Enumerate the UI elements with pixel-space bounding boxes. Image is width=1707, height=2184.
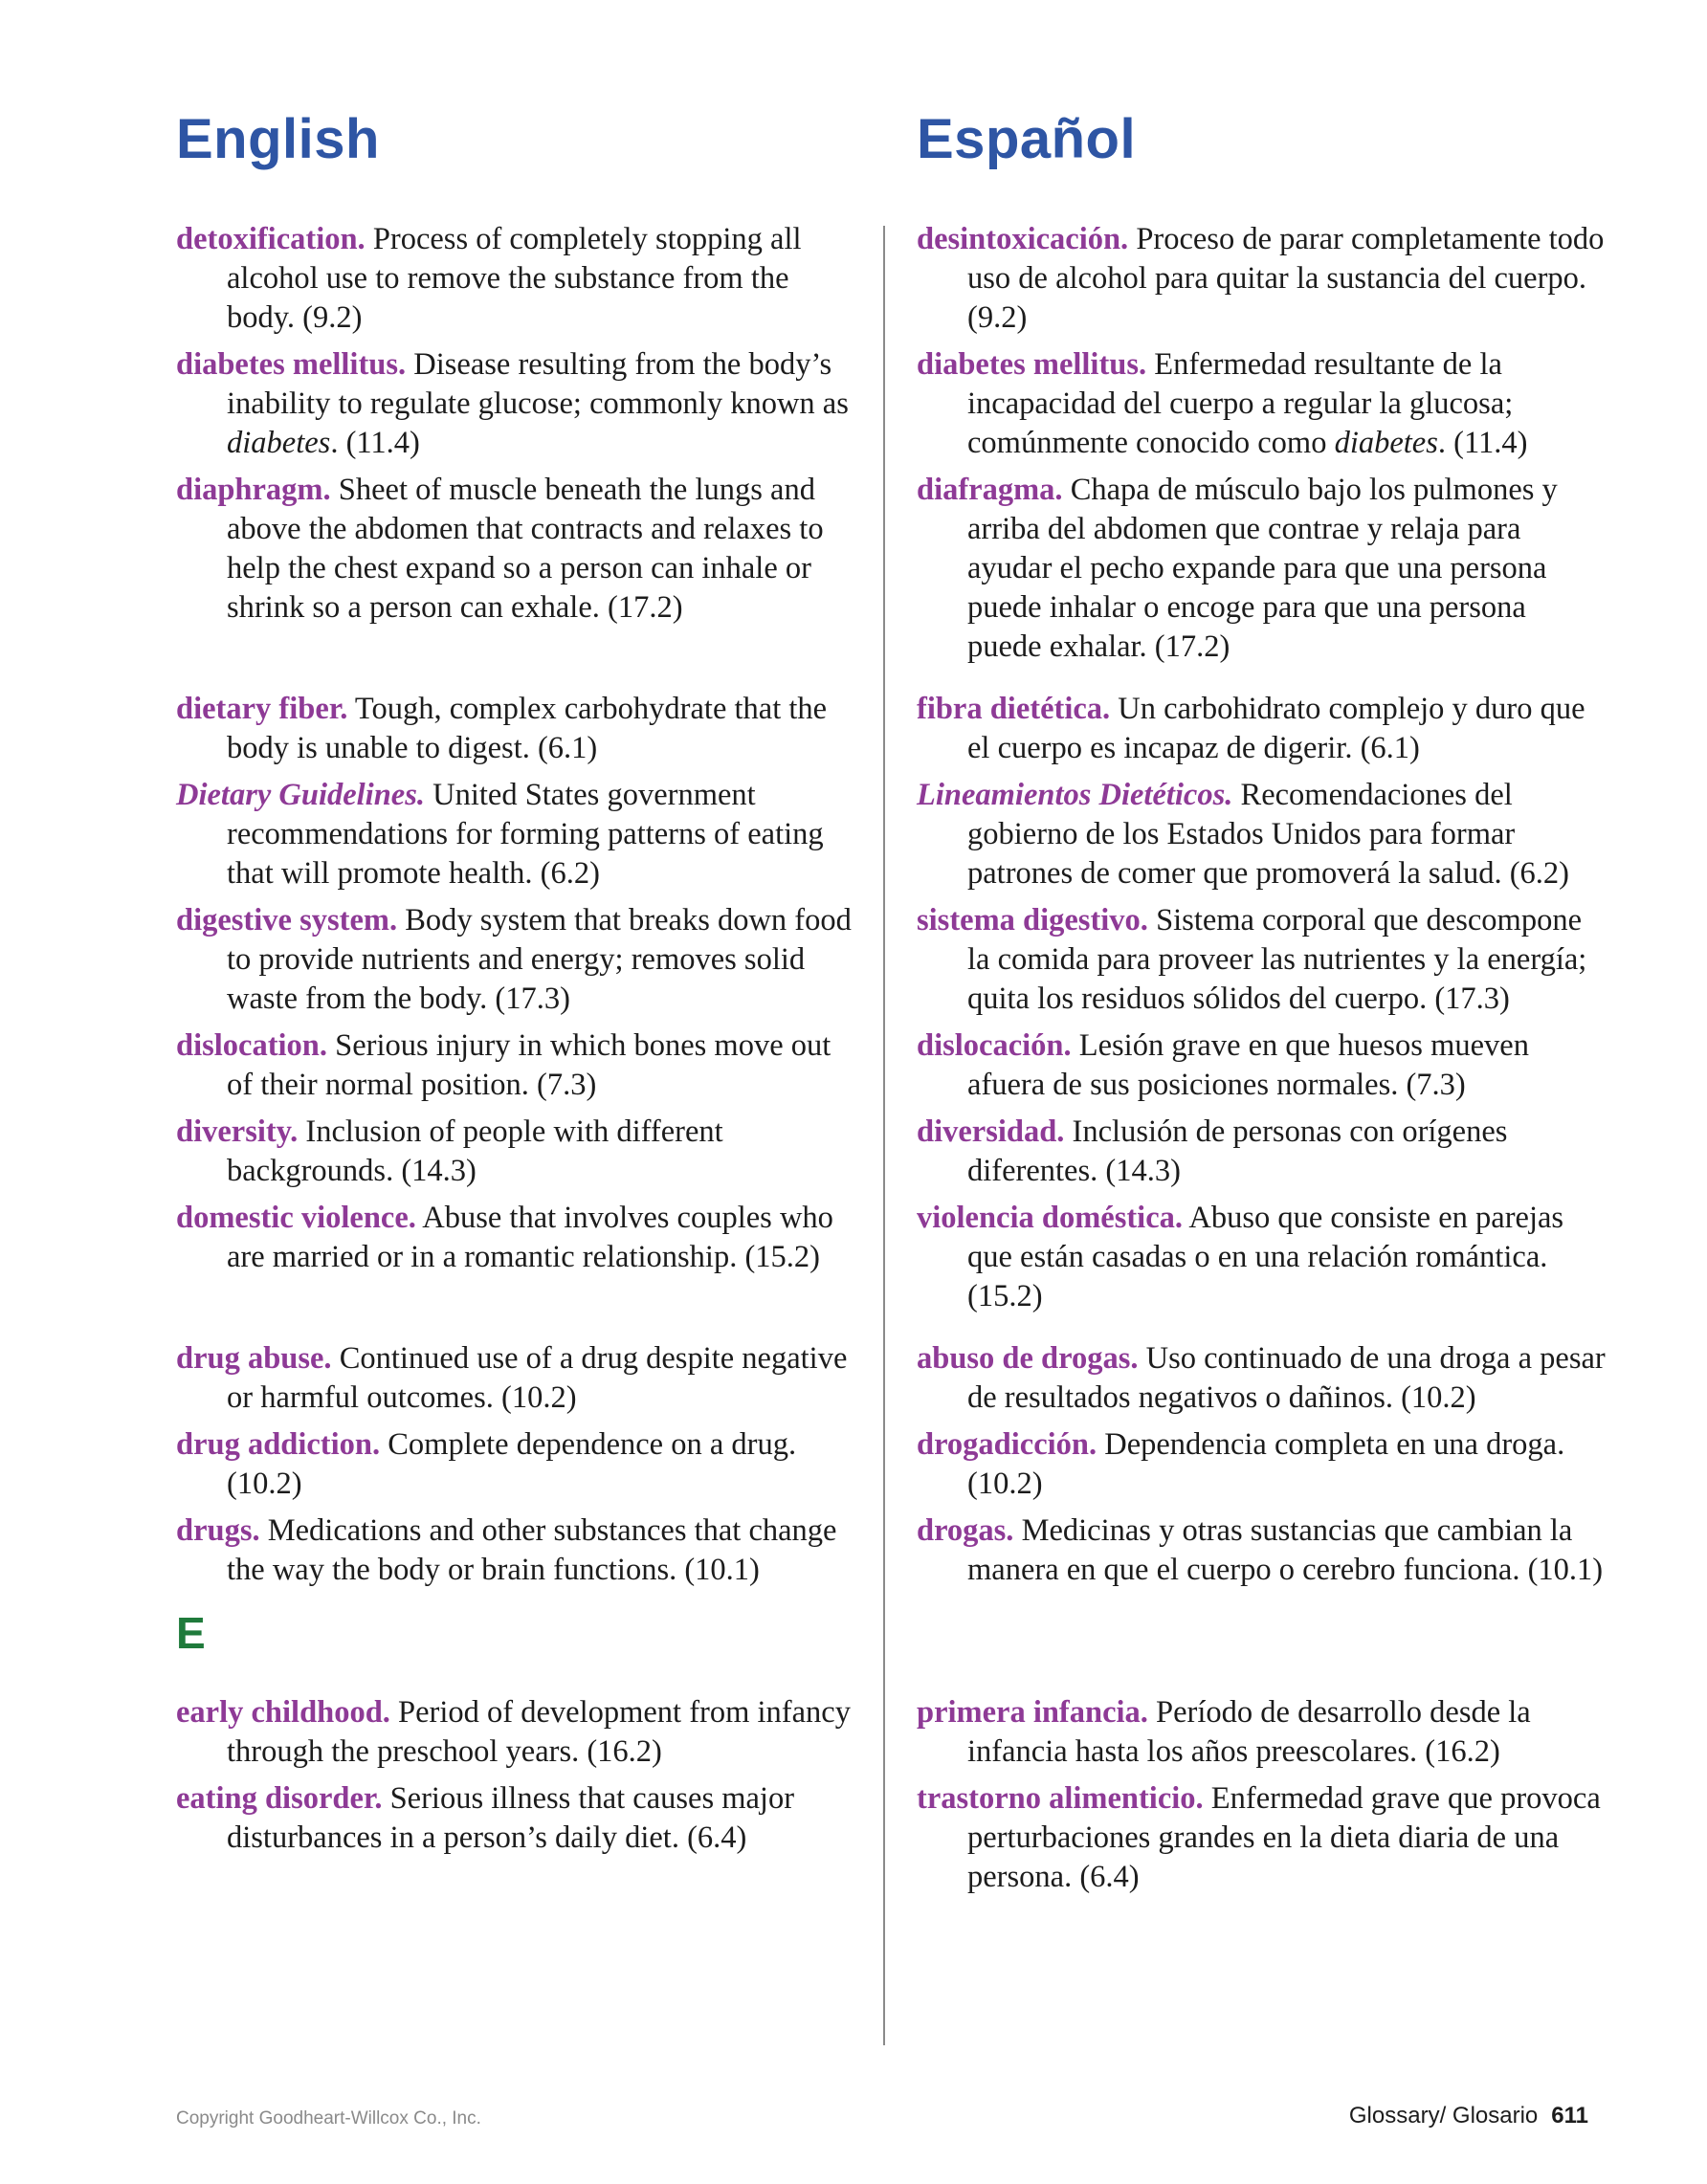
- entry-term: diversity.: [176, 1114, 299, 1149]
- entry-definition-italic: diabetes: [227, 426, 331, 460]
- entry-definition: Inclusion of people with different backgrounds. (14.3): [227, 1114, 723, 1188]
- glossary-entry-dislocation: [176, 1026, 863, 1105]
- entry-term: fibra dietética.: [917, 692, 1111, 726]
- entry-term: diversidad.: [917, 1114, 1065, 1149]
- entry-definition: Serious injury in which bones move out of their normal position. (7.3): [227, 1028, 831, 1102]
- entry-term: drogadicción.: [917, 1427, 1097, 1462]
- entry-definition-italic: diabetes: [1334, 426, 1438, 460]
- entry-term: abuso de drogas.: [917, 1341, 1139, 1376]
- copyright-notice: Copyright Goodheart-Willcox Co., Inc.: [176, 2108, 481, 2129]
- entry-definition: Tough, complex carbohydrate that the body is unable to digest. (6.1): [227, 692, 828, 765]
- entry-definition: Dependencia completa en una droga. (10.2): [967, 1427, 1565, 1501]
- glossary-entry-early-childhood: [176, 1693, 863, 1772]
- glossary-entry-detoxification: [176, 220, 863, 338]
- entry-term: domestic violence.: [176, 1201, 416, 1235]
- glossary-entry-domestic-violence: [176, 1199, 863, 1277]
- entry-definition: Período de desarrollo desde la infancia hasta los años preescolares. (16.2): [967, 1695, 1531, 1769]
- espanol-heading: Español: [917, 108, 1137, 170]
- glossary-entry-diabetes-mellitus-es: [917, 345, 1606, 463]
- entry-term: dietary fiber.: [176, 692, 348, 726]
- entry-term: diaphragm.: [176, 473, 331, 507]
- entry-term: dislocation.: [176, 1028, 328, 1063]
- entry-term: Lineamientos Dietéticos.: [917, 778, 1233, 812]
- entry-definition: Complete dependence on a drug. (10.2): [227, 1427, 797, 1501]
- entry-term: drug abuse.: [176, 1341, 332, 1376]
- entry-definition: Period of development from infancy through the preschool years. (16.2): [227, 1695, 851, 1769]
- entry-definition-end: . (11.4): [1437, 426, 1528, 460]
- entry-term: detoxification.: [176, 222, 366, 256]
- entry-term: violencia doméstica.: [917, 1201, 1184, 1235]
- entry-definition: Medications and other substances that change the way the body or brain functions. (10.1): [227, 1513, 837, 1587]
- glossary-entry-drug-abuse: [176, 1339, 863, 1418]
- entry-term: early childhood.: [176, 1695, 390, 1730]
- glossary-entry-diaphragm: [176, 471, 863, 628]
- glossary-entry-diafragma: [917, 471, 1606, 667]
- entry-definition: Medicinas y otras sustancias que cambian la manera en que el cuerpo o cerebro funciona. (10.1): [967, 1513, 1604, 1587]
- entry-term: trastorno alimenticio.: [917, 1781, 1204, 1816]
- entry-definition: United States government recommendations for forming patterns of eating that will promote health. (6.2): [227, 778, 824, 891]
- entry-definition: Process of completely stopping all alcohol use to remove the substance from the body. (9.2): [227, 222, 802, 335]
- footer-section-title: Glossary/ Glosario: [1348, 2103, 1539, 2129]
- entry-term: desintoxicación.: [917, 222, 1129, 256]
- section-letter-e: E: [176, 1608, 206, 1658]
- entry-definition: Uso continuado de una droga a pesar de resultados negativos o dañinos. (10.2): [967, 1341, 1606, 1415]
- entry-term: drogas.: [917, 1513, 1014, 1548]
- entry-definition-end: . (11.4): [330, 426, 420, 460]
- entry-definition: Body system that breaks down food to provide nutrients and energy; removes solid waste from the body. (17.3): [227, 903, 852, 1016]
- entry-term: sistema digestivo.: [917, 903, 1148, 938]
- glossary-entry-diversidad: [917, 1113, 1606, 1191]
- glossary-entry-desintoxicacion: [917, 220, 1606, 338]
- column-divider: [883, 226, 885, 2045]
- entry-definition: Sheet of muscle beneath the lungs and above the abdomen that contracts and relaxes to help the chest expand so a person can inhale or shrink so a person can exhale. (17.2): [227, 473, 824, 625]
- entry-definition: Enfermedad grave que provoca perturbaciones grandes en la dieta diaria de una persona. (6.4): [967, 1781, 1601, 1894]
- entry-definition: Inclusión de personas con orígenes diferentes. (14.3): [967, 1114, 1508, 1188]
- entry-definition: Enfermedad resultante de la incapacidad del cuerpo a regular la glucosa; comúnmente conocido como: [967, 347, 1514, 460]
- entry-definition: Chapa de músculo bajo los pulmones y arriba del abdomen que contrae y relaja para ayudar el pecho expande para que una persona puede inhalar o encoge para que una persona puede exhalar. (17.2): [967, 473, 1558, 664]
- glossary-entry-drogadiccion: [917, 1425, 1606, 1504]
- entry-term: eating disorder.: [176, 1781, 383, 1816]
- glossary-entry-fibra-dietetica: [917, 690, 1606, 768]
- glossary-entry-trastorno-alimenticio: [917, 1779, 1606, 1897]
- glossary-entry-sistema-digestivo: [917, 901, 1606, 1019]
- english-heading: English: [176, 108, 380, 170]
- entry-definition: Abuso que consiste en parejas que están casadas o en una relación romántica. (15.2): [967, 1201, 1564, 1313]
- entry-term: diabetes mellitus.: [917, 347, 1147, 382]
- entry-definition: Disease resulting from the body’s inability to regulate glucose; commonly known as: [227, 347, 849, 421]
- glossary-entry-abuso-de-drogas: [917, 1339, 1606, 1418]
- glossary-entry-drugs: [176, 1511, 863, 1590]
- entry-term: primera infancia.: [917, 1695, 1148, 1730]
- entry-term: digestive system.: [176, 903, 398, 938]
- glossary-entry-dietary-guidelines: [176, 776, 863, 893]
- glossary-entry-drogas: [917, 1511, 1606, 1590]
- glossary-entry-diabetes-mellitus: [176, 345, 863, 463]
- glossary-entry-drug-addiction: [176, 1425, 863, 1504]
- entry-definition: Serious illness that causes major disturbances in a person’s daily diet. (6.4): [227, 1781, 795, 1855]
- glossary-entry-lineamientos-dieteticos: [917, 776, 1606, 893]
- entry-definition: Abuse that involves couples who are married or in a romantic relationship. (15.2): [227, 1201, 833, 1274]
- entry-definition: Sistema corporal que descompone la comida para proveer las nutrientes y la energía; quita los residuos sólidos del cuerpo. (17.3): [967, 903, 1587, 1016]
- entry-definition: Proceso de parar completamente todo uso de alcohol para quitar la sustancia del cuerpo. (9.2): [967, 222, 1605, 335]
- glossary-entry-dietary-fiber: [176, 690, 863, 768]
- page-footer: [1349, 2103, 1588, 2129]
- entry-definition: Continued use of a drug despite negative or harmful outcomes. (10.2): [227, 1341, 848, 1415]
- entry-term: Dietary Guidelines.: [176, 778, 425, 812]
- glossary-entry-primera-infancia: [917, 1693, 1606, 1772]
- entry-term: dislocación.: [917, 1028, 1072, 1063]
- page-number: 611: [1551, 2103, 1588, 2129]
- entry-definition: Recomendaciones del gobierno de los Estados Unidos para formar patrones de comer que promoverá la salud. (6.2): [967, 778, 1570, 891]
- entry-term: drugs.: [176, 1513, 260, 1548]
- glossary-entry-eating-disorder: [176, 1779, 863, 1858]
- entry-term: drug addiction.: [176, 1427, 381, 1462]
- glossary-entry-digestive-system: [176, 901, 863, 1019]
- glossary-entry-dislocacion: [917, 1026, 1606, 1105]
- entry-term: diafragma.: [917, 473, 1063, 507]
- glossary-entry-violencia-domestica: [917, 1199, 1606, 1316]
- glossary-entry-diversity: [176, 1113, 863, 1191]
- entry-term: diabetes mellitus.: [176, 347, 407, 382]
- entry-definition: Un carbohidrato complejo y duro que el cuerpo es incapaz de digerir. (6.1): [967, 692, 1585, 765]
- entry-definition: Lesión grave en que huesos mueven afuera de sus posiciones normales. (7.3): [967, 1028, 1529, 1102]
